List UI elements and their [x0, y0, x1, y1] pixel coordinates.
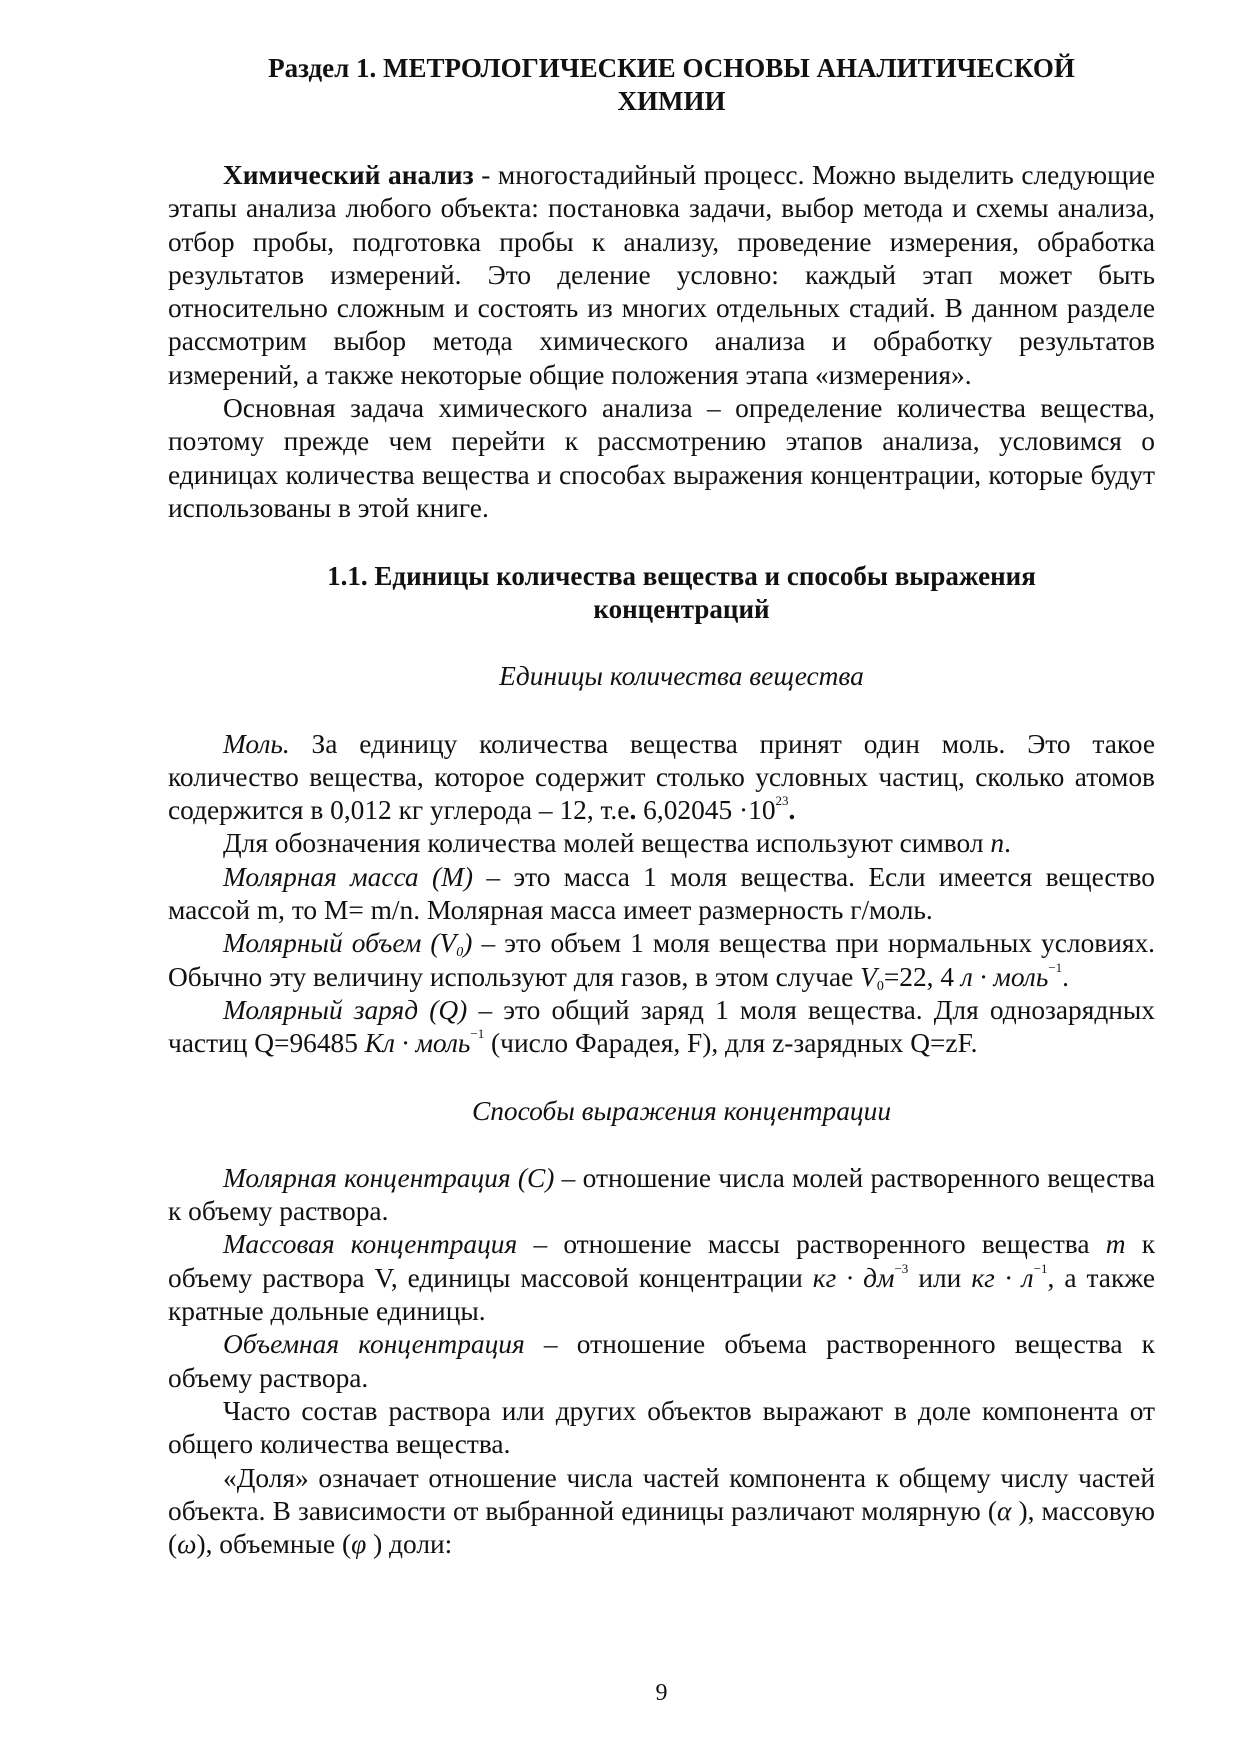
- moles-symbol: n: [990, 828, 1005, 859]
- fraction-def-t4: ) доли:: [366, 1529, 453, 1560]
- document-page: [168, 52, 1156, 1706]
- mass-conc-unit1: кг · дм: [812, 1262, 895, 1293]
- mass-conc-term: Массовая концентрация: [223, 1229, 518, 1260]
- moles-symbol-end: .: [1004, 828, 1011, 859]
- mass-symbol: m: [1105, 1229, 1126, 1260]
- fraction-def-t2: ), массовую (: [168, 1495, 1155, 1560]
- molar-volume-term: [223, 928, 473, 961]
- fraction-def-t3: ), объемные (: [196, 1529, 352, 1560]
- mole-term: Моль.: [223, 728, 290, 759]
- mole-dot: .: [629, 795, 637, 826]
- molar-volume-end: .: [1062, 961, 1070, 992]
- concentration-heading: Способы выражения концентрации: [471, 1095, 892, 1126]
- molar-conc-text: – отношение числа молей растворенного вещества к объему раствора.: [168, 1162, 1155, 1227]
- moles-symbol-paragraph: [168, 827, 1155, 860]
- mole-paragraph: [168, 728, 1155, 828]
- mass-conc-unit2-exp: −1: [1033, 1260, 1048, 1276]
- page-number: 9: [655, 1680, 668, 1706]
- vol-conc-term: Объемная концентрация: [223, 1329, 525, 1360]
- vol-conc-paragraph: [168, 1328, 1155, 1395]
- molar-volume-unit-exp: −1: [1048, 959, 1063, 975]
- molar-mass-paragraph: [168, 861, 1155, 928]
- molar-volume-text: – это объем 1 моля вещества при нормальных условиях. Обычно эту величину используют для газов, в этом случае: [168, 928, 1156, 992]
- avogadro-number: 6,02045 ·10: [636, 795, 776, 826]
- molar-volume-term-sub: 0: [456, 945, 464, 961]
- intro-term: Химический анализ: [223, 160, 474, 190]
- mass-conc-or: или: [908, 1262, 972, 1293]
- section-title-line2: ХИМИИ: [617, 86, 726, 116]
- intro-paragraph-1: [168, 159, 1155, 392]
- moles-symbol-text: Для обозначения количества молей вещества используют символ: [223, 828, 991, 859]
- intro-p1-text: - многостадийный процесс. Можно выделить следующие этапы анализа любого объекта: постановка задачи, выбор метода и схемы анализа, отбор пробы, подготовка пробы к анализу, проведение измерения, обработка результатов измерений. Это деление условно: каждый этап может быть относительно сложным и состоять из многих отдельных стадий. В данном разделе рассмотрим выбор метода химического анализа и обработку результатов измерений, а также некоторые общие положения этапа «измерения».: [168, 160, 1155, 390]
- subsection-title: [168, 560, 1155, 626]
- vol-conc-text: – отношение объема растворенного вещества к объему раствора.: [168, 1329, 1155, 1393]
- molar-charge-unit: Кл · моль: [364, 1028, 471, 1059]
- section-title: [168, 52, 1155, 118]
- molar-conc-paragraph: [168, 1162, 1155, 1229]
- molar-mass-text: это масса 1 моля вещества. Если имеется вещество массой m, то M= m/n. Молярная масса имеет размерность г/моль.: [168, 861, 1155, 926]
- molar-charge-rest: (число Фарадея, F), для z-зарядных Q=zF.: [484, 1028, 978, 1059]
- fraction-def-text: «Доля» означает отношение числа частей компонента к общему числу частей объекта. В зависимости от выбранной единицы различают молярную (: [168, 1462, 1155, 1526]
- molar-volume-value: =22, 4: [883, 961, 961, 992]
- subsection-title-line2: концентраций: [593, 594, 770, 625]
- fraction-def-paragraph: [168, 1462, 1155, 1562]
- intro-paragraph-2: Основная задача химического анализа – определение количества вещества, поэтому прежде чем перейти к рассмотрению этапов анализа, условимся о единицах количества вещества и способах выражения концентрации, которые будут использованы в этой книге.: [168, 393, 1155, 523]
- mass-conc-unit2: кг · л: [971, 1262, 1034, 1293]
- molar-charge-unit-exp: −1: [470, 1026, 485, 1042]
- molar-volume-term-a: Молярный объем (V: [223, 928, 457, 959]
- molar-mass-term: Молярная масса (М) –: [223, 861, 501, 892]
- molar-volume-paragraph: [168, 927, 1155, 994]
- mass-conc-paragraph: [168, 1228, 1155, 1328]
- molar-charge-paragraph: [168, 994, 1155, 1061]
- phi-symbol: φ: [351, 1529, 367, 1560]
- molar-volume-symbol: V: [860, 961, 877, 992]
- molar-volume-term-b: ): [463, 928, 473, 959]
- molar-charge-text: – это общий заряд 1 моля вещества. Для однозарядных частиц Q=96485: [168, 994, 1156, 1059]
- units-heading: Единицы количества вещества: [499, 661, 864, 692]
- subsection-title-line1: 1.1. Единицы количества вещества и способы выражения: [327, 561, 1036, 592]
- mass-conc-rest: , а также кратные дольные единицы.: [168, 1262, 1155, 1327]
- section-title-line1: Раздел 1. МЕТРОЛОГИЧЕСКИЕ ОСНОВЫ АНАЛИТИЧЕСКОЙ: [268, 53, 1075, 83]
- mass-conc-text: – отношение массы растворенного вещества: [517, 1229, 1106, 1260]
- molar-volume-symbol-sub: 0: [876, 978, 884, 994]
- mole-end: .: [788, 795, 796, 826]
- fraction-intro-paragraph: Часто состав раствора или других объектов выражают в доле компонента от общего количества вещества.: [168, 1395, 1155, 1460]
- molar-conc-term: Молярная концентрация (С): [223, 1162, 555, 1193]
- avogadro-exponent: 23: [775, 793, 789, 809]
- mass-conc-unit1-exp: −3: [894, 1260, 909, 1276]
- mole-text: За единицу количества вещества принят один моль. Это такое количество вещества, которое содержит столько условных частиц, сколько атомов содержится в 0,012 кг углерода – 12, т.е: [168, 728, 1155, 826]
- mass-conc-text2: к объему раствора V, единицы массовой концентрации: [168, 1229, 1156, 1293]
- alpha-symbol: α: [996, 1495, 1012, 1526]
- molar-volume-unit: л · моль: [960, 961, 1049, 992]
- molar-charge-term: Молярный заряд (Q): [223, 994, 468, 1025]
- omega-symbol: ω: [177, 1529, 197, 1560]
